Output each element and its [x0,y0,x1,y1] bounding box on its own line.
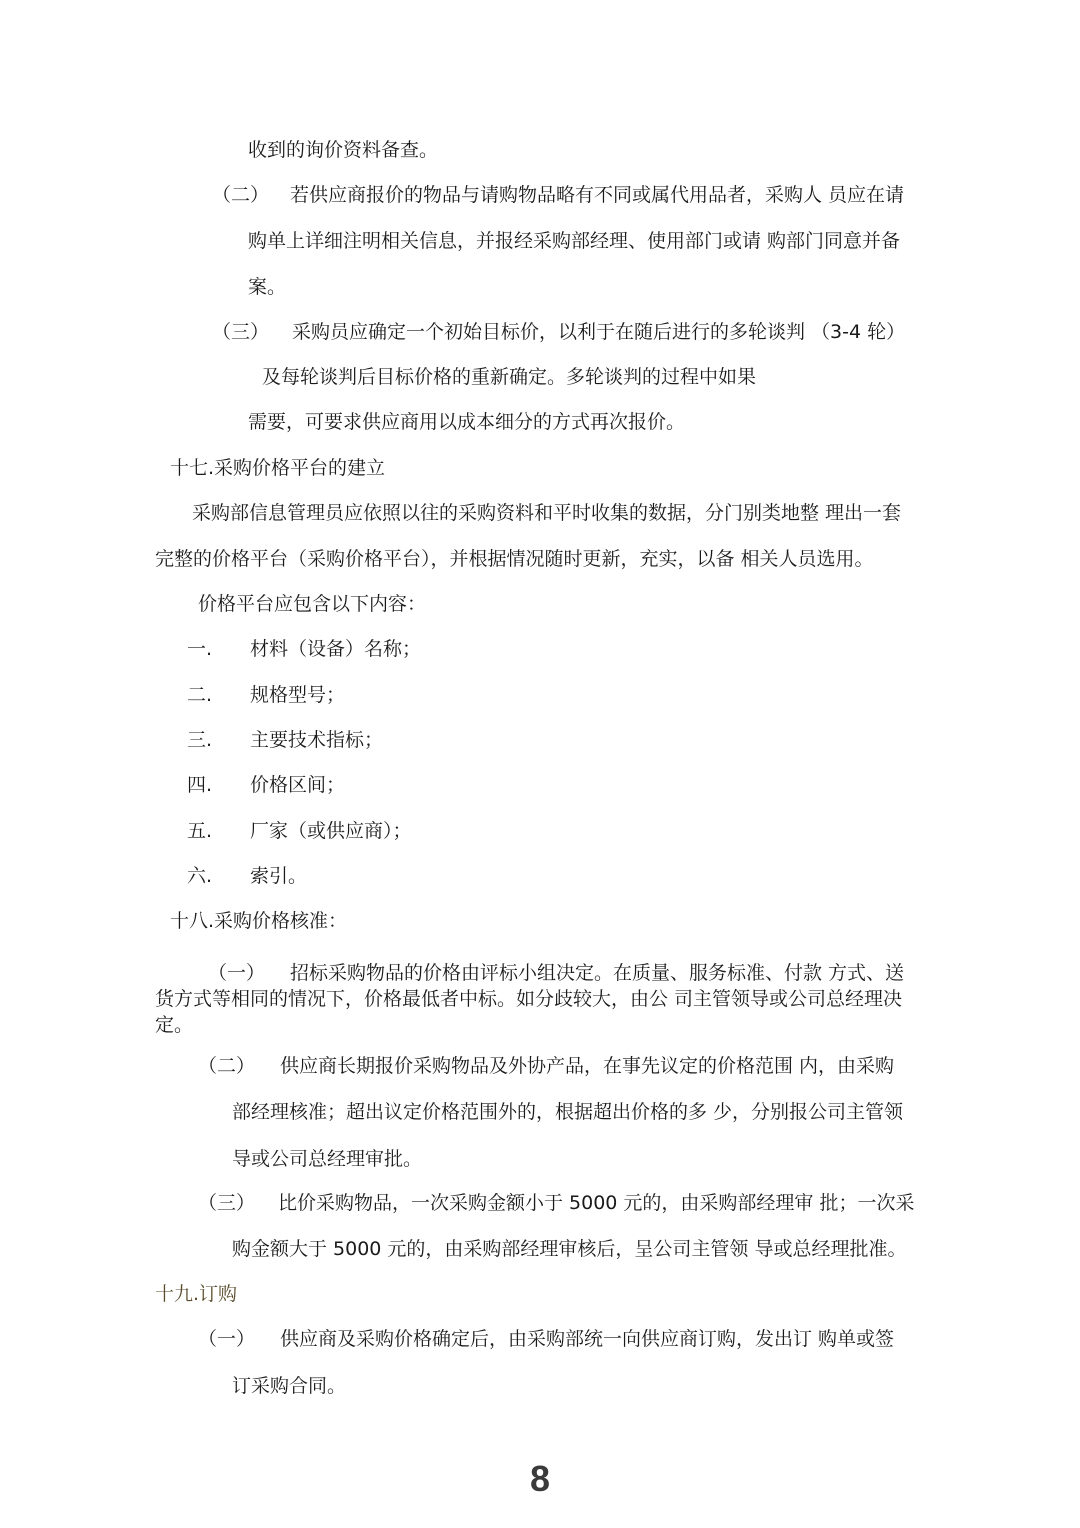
paragraph-line: 价格平台应包含以下内容： [198,593,427,615]
paragraph-line: 招标采购物品的价格由评标小组决定。在质量、服务标准、付款 方式、送 [290,962,905,984]
list-number: 四. [187,774,213,796]
list-item: 材料（设备）名称； [250,638,422,660]
section-heading: 十九.订购 [155,1283,238,1305]
paragraph-line: 供应商长期报价采购物品及外协产品，在事先议定的价格范围 内，由采购 [280,1055,895,1077]
list-item: 价格区间； [250,774,346,796]
list-item: 规格型号； [250,684,346,706]
paragraph-line: 货方式等相同的情况下，价格最低者中标。如分歧较大，由公 司主管领导或公司总经理决 [155,988,903,1010]
section-heading: 十八.采购价格核准： [170,910,348,932]
list-item: 主要技术指标； [250,729,384,751]
paragraph-line: 导或公司总经理审批。 [232,1148,423,1170]
paragraph-line: 若供应商报价的物品与请购物品略有不同或属代用品者，采购人 员应在请 [290,184,905,206]
paragraph-line: 采购员应确定一个初始目标价，以利于在随后进行的多轮谈判 （3-4 轮） [292,321,906,343]
item-number: （二） [198,1055,256,1077]
item-number: （二） [212,184,270,206]
paragraph-line: 部经理核准；超出议定价格范围外的，根据超出价格的多 少，分别报公司主管领 [232,1101,904,1123]
paragraph-line: 及每轮谈判后目标价格的重新确定。多轮谈判的过程中如果 [262,366,757,388]
list-number: 三. [187,729,213,751]
paragraph-line: 需要，可要求供应商用以成本细分的方式再次报价。 [248,411,686,433]
list-number: 二. [187,684,213,706]
list-number: 一. [187,638,213,660]
paragraph-line: 采购部信息管理员应依照以往的采购资料和平时收集的数据，分门别类地整 理出一套 [192,502,902,524]
paragraph-line: 定。 [155,1014,194,1036]
list-item: 厂家（或供应商）； [250,820,412,842]
item-number: （一） [198,1328,256,1350]
list-number: 五. [187,820,213,842]
list-item: 索引。 [250,865,308,887]
item-number: （三） [198,1192,256,1214]
paragraph-line: 完整的价格平台（采购价格平台），并根据情况随时更新，充实，以备 相关人员选用。 [155,548,874,570]
paragraph-line: 购金额大于 5000 元的，由采购部经理审核后，呈公司主管领 导或总经理批准。 [232,1238,907,1260]
paragraph-line: 购单上详细注明相关信息，并报经采购部经理、使用部门或请 购部门同意并备 [248,230,901,252]
list-number: 六. [187,865,213,887]
paragraph-line: 供应商及采购价格确定后，由采购部统一向供应商订购，发出订 购单或签 [280,1328,895,1350]
item-number: （一） [208,962,266,984]
paragraph-line: 比价采购物品，一次采购金额小于 5000 元的，由采购部经理审 批；一次采 [278,1192,915,1214]
paragraph-line: 案。 [248,276,287,298]
page-number: 8 [529,1458,551,1499]
section-heading: 十七.采购价格平台的建立 [170,457,386,479]
paragraph-line: 收到的询价资料备查。 [248,139,439,161]
item-number: （三） [212,321,270,343]
paragraph-line: 订采购合同。 [232,1375,347,1397]
